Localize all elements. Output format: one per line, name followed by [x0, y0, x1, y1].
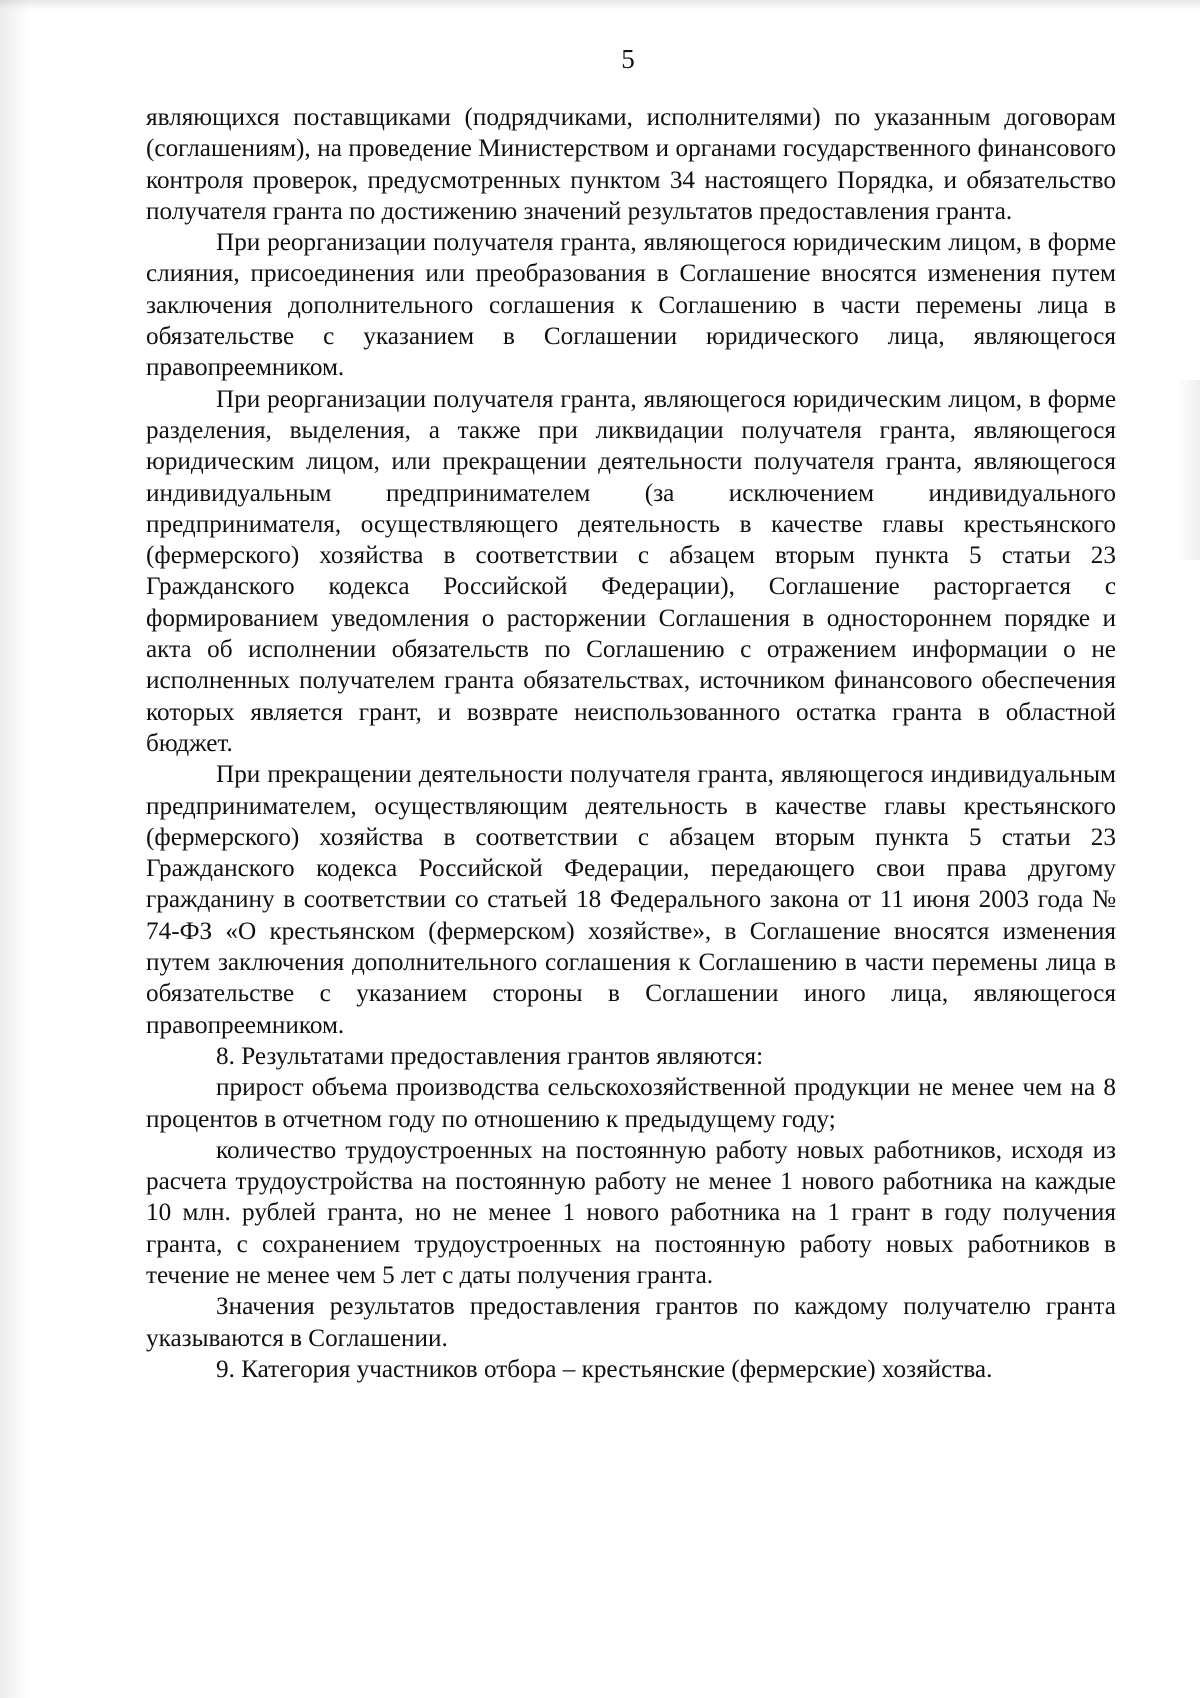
paragraph-result-values: Значения результатов предоставления грантов по каждому получателю гранта указываются в Соглашении.	[146, 1293, 1116, 1352]
paragraph-termination-activity: При прекращении деятельности получателя гранта, являющегося индивидуальным предпринимателем, осуществляющим деятельность в качестве главы крестьянского (фермерского) хозяйства в соответствии с абзацем вторым пункта 5 статьи 23 Гражданского кодекса Российской Федерации, передающего свои права другому гражданину в соответствии со статьей 18 Федерального закона от 11 июня 2003 года № 74-ФЗ «О крестьянском (фермерском) хозяйстве», в Соглашение вносятся изменения путем заключения дополнительного соглашения к Соглашению в части перемены лица в обязательстве с указанием стороны в Соглашении иного лица, являющегося правопреемником.	[146, 761, 1116, 1039]
page-number: 5	[621, 44, 635, 74]
paragraph-result-employment: количество трудоустроенных на постоянную работу новых работников, исходя из расчета трудоустройства на постоянную работу не менее 1 нового работника на каждые 10 млн. рублей гранта, но не менее 1 нового работника на 1 грант в году получения гранта, с сохранением трудоустроенных на постоянную работу новых работников в течение не менее чем 5 лет с даты получения гранта.	[146, 1136, 1116, 1289]
paragraph-results-heading: 8. Результатами предоставления грантов являются:	[216, 1042, 764, 1070]
scan-artifact-right	[1176, 380, 1200, 560]
paragraph-participant-category: 9. Категория участников отбора – крестьянские (фермерские) хозяйства.	[216, 1355, 993, 1383]
scan-artifact-top	[0, 0, 1200, 10]
paragraph-result-production-growth: прирост объема производства сельскохозяйственной продукции не менее чем на 8 процентов в отчетном году по отношению к предыдущему году;	[146, 1074, 1116, 1133]
paragraph-reorganization-merger: При реорганизации получателя гранта, являющегося юридическим лицом, в форме слияния, присоединения или преобразования в Соглашение вносятся изменения путем заключения дополнительного соглашения к Соглашению в части перемены лица в обязательстве с указанием в Соглашении юридического лица, являющегося правопреемником.	[146, 229, 1116, 382]
paragraph-continuation: являющихся поставщиками (подрядчиками, исполнителями) по указанным договорам (соглашениям), на проведение Министерством и органами государственного финансового контроля проверок, предусмотренных пунктом 34 настоящего Порядка, и обязательство получателя гранта по достижению значений результатов предоставления гранта.	[146, 104, 1116, 225]
paragraph-reorganization-division: При реорганизации получателя гранта, являющегося юридическим лицом, в форме разделения, выделения, а также при ликвидации получателя гранта, являющегося юридическим лицом, или прекращении деятельности получателя гранта, являющегося индивидуальным предпринимателем (за исключением индивидуального предпринимателя, осуществляющего деятельность в качестве главы крестьянского (фермерского) хозяйства в соответствии с абзацем вторым пункта 5 статьи 23 Гражданского кодекса Российской Федерации), Соглашение расторгается с формированием уведомления о расторжении Соглашения в одностороннем порядке и акта об исполнении обязательств по Соглашению с отражением информации о не исполненных получателем гранта обязательствах, источником финансового обеспечения которых является грант, и возврате неиспользованного остатка гранта в областной бюджет.	[146, 385, 1116, 757]
document-body	[146, 102, 1116, 1385]
scan-artifact-left	[0, 0, 28, 1698]
